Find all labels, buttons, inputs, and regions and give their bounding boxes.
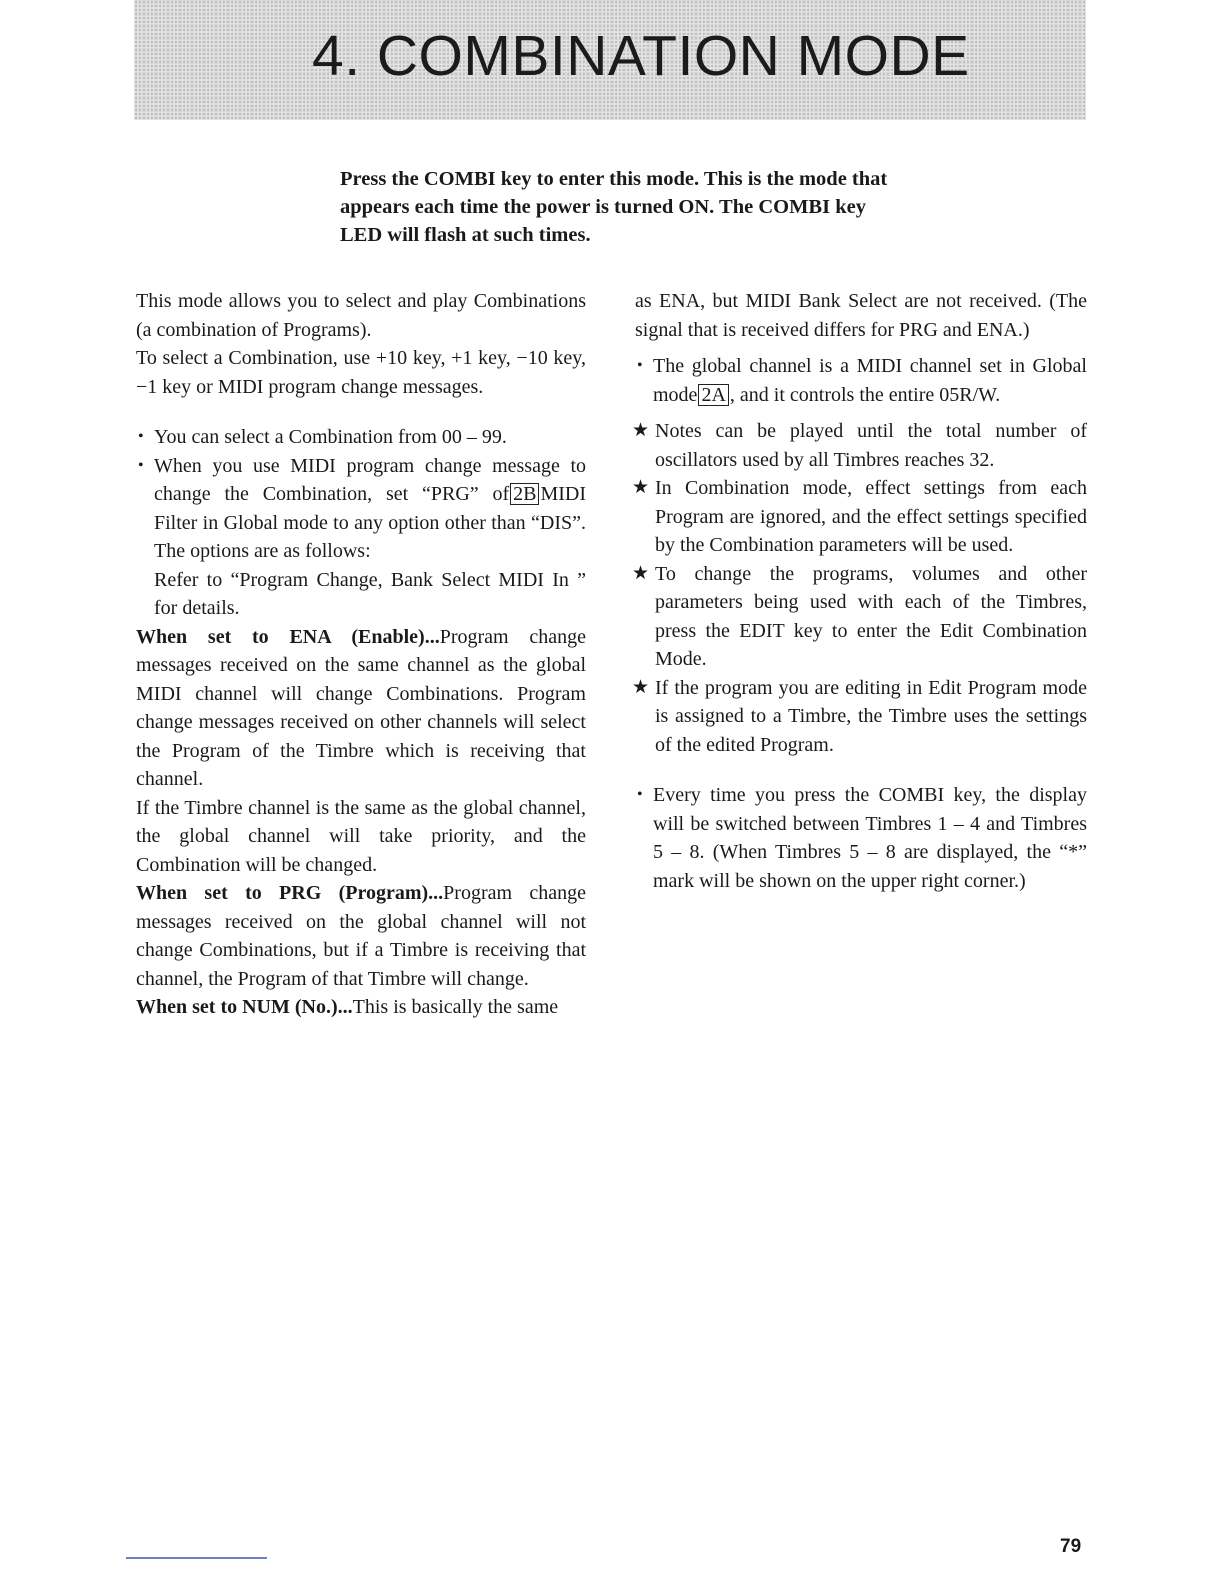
left-column bbox=[136, 287, 586, 1022]
intro-line: appears each time the power is turned ON. The COMBI key bbox=[340, 196, 866, 218]
page-number: 79 bbox=[1060, 1536, 1082, 1557]
star-icon: ★ bbox=[632, 676, 650, 698]
bullet-item: • Every time you press the COMBI key, the display will be switched between Timbres 1 – 4 and Timbres 5 – 8. (When Timbres 5 – 8 are displayed, the “*” mark will be shown on the upper right corner.) bbox=[635, 781, 1087, 895]
star-note: ★ Notes can be played until the total number of oscillators used by all Timbres reaches 32. bbox=[635, 417, 1087, 474]
star-icon: ★ bbox=[632, 562, 650, 584]
prg-paragraph: When set to PRG (Program)...Program change messages received on the global channel will not change Combinations, but if a Timbre is receiving that channel, the Program of that Timbre will change. bbox=[136, 882, 586, 990]
right-column bbox=[632, 287, 1087, 895]
bullet-item: • The global channel is a MIDI channel set in Global mode 2A , and it controls the entire 05R/W. bbox=[635, 352, 1087, 409]
bullet-item: • You can select a Combination from 00 – 99. bbox=[136, 423, 586, 452]
ena-paragraph: When set to ENA (Enable)...Program change messages received on the same channel as the global MIDI channel will change Combinations. Program change messages received on other channels will select the Program of the Timbre which is receiving that channel. bbox=[136, 625, 586, 790]
bullet-item: • When you use MIDI program change message to change the Combination, set “PRG” of 2B MIDI Filter in Global mode to any option other than “DIS”. The options are as follows: Refer to “Program Change, Bank Select MIDI In ” for details. bbox=[136, 452, 586, 623]
paragraph: If the Timbre channel is the same as the global channel, the global channel will take priority, and the Combination will be changed. bbox=[136, 796, 586, 876]
intro-line: Press the COMBI key to enter this mode. This is the mode that bbox=[340, 168, 888, 190]
reference-note: Refer to “Program Change, Bank Select MIDI In ” for details. bbox=[154, 568, 586, 619]
chapter-banner bbox=[134, 0, 1086, 120]
parameter-box: 2B bbox=[510, 483, 539, 505]
chapter-title: 4. COMBINATION MODE bbox=[312, 24, 970, 88]
intro-note bbox=[340, 165, 900, 249]
star-note: ★ In Combination mode, effect settings from each Program are ignored, and the effect settings specified by the Combination parameters will be used. bbox=[635, 474, 1087, 560]
paragraph: This mode allows you to select and play Combinations (a combination of Programs). bbox=[136, 290, 586, 341]
intro-line: LED will flash at such times. bbox=[340, 224, 591, 246]
paragraph: as ENA, but MIDI Bank Select are not received. (The signal that is received differs for PRG and ENA.) bbox=[635, 290, 1087, 341]
star-icon: ★ bbox=[632, 420, 650, 441]
footer-rule bbox=[126, 1557, 267, 1559]
star-note: ★ To change the programs, volumes and other parameters being used with each of the Timbres, press the EDIT key to enter the Edit Combination Mode. bbox=[635, 560, 1087, 674]
paragraph: To select a Combination, use +10 key, +1 key, −10 key, −1 key or MIDI program change messages. bbox=[136, 347, 586, 398]
ena-lead: When set to ENA (Enable)... bbox=[136, 625, 440, 648]
star-note: ★ If the program you are editing in Edit Program mode is assigned to a Timbre, the Timbre uses the settings of the edited Program. bbox=[635, 674, 1087, 760]
parameter-box: 2A bbox=[698, 384, 728, 406]
num-lead: When set to NUM (No.)... bbox=[136, 996, 353, 1018]
prg-lead: When set to PRG (Program)... bbox=[136, 882, 444, 904]
star-icon: ★ bbox=[632, 477, 650, 498]
num-paragraph: When set to NUM (No.)...This is basically the same bbox=[136, 996, 559, 1018]
